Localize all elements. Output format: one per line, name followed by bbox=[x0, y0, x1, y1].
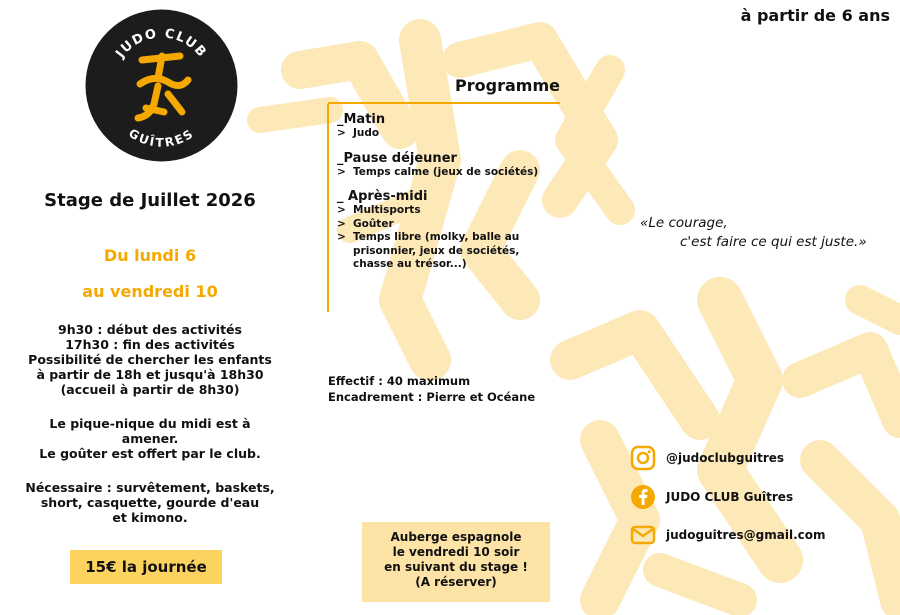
schedule-line: (accueil à partir de 8h30) bbox=[60, 382, 240, 397]
programme-item: > Temps libre (molky, balle au prisonnier, jeux de sociétés, chasse au trésor...) bbox=[337, 231, 520, 270]
auberge-callout: Auberge espagnole le vendredi 10 soir en suivant du stage ! (A réserver) bbox=[362, 522, 550, 602]
price-badge: 15€ la journée bbox=[70, 550, 222, 584]
quote-line-1: «Le courage, bbox=[640, 215, 728, 231]
lunch-line: Le pique-nique du midi est à bbox=[49, 416, 251, 431]
programme-section-title: _Pause déjeuner bbox=[337, 150, 457, 166]
programme-section-title: _ Après-midi bbox=[337, 189, 428, 204]
equipment-line: Nécessaire : survêtement, baskets, bbox=[25, 480, 275, 495]
age-requirement: à partir de 6 ans bbox=[740, 6, 890, 25]
email-address[interactable]: judoguitres@gmail.com bbox=[666, 528, 826, 542]
facebook-page[interactable]: JUDO CLUB Guîtres bbox=[666, 490, 794, 504]
schedule-line: Possibilité de chercher les enfants bbox=[28, 352, 272, 367]
programme-item: > Judo bbox=[337, 127, 380, 139]
equipment-line: short, casquette, gourde d'eau bbox=[40, 495, 260, 510]
arrow-icon: > bbox=[337, 204, 346, 216]
lunch-line: Le goûter est offert par le club. bbox=[39, 446, 261, 461]
facebook-icon bbox=[630, 484, 656, 510]
schedule-line: à partir de 18h et jusqu'à 18h30 bbox=[36, 367, 264, 382]
programme-title: Programme bbox=[455, 76, 560, 95]
schedule-line: 9h30 : début des activités bbox=[58, 322, 242, 337]
schedule-line: 17h30 : fin des activités bbox=[65, 337, 235, 352]
schedule-block bbox=[8, 322, 292, 397]
date-to: au vendredi 10 bbox=[82, 282, 218, 301]
lunch-line: amener. bbox=[121, 431, 179, 446]
logo-bottom-text: GUÎTRES bbox=[126, 125, 197, 150]
stage-title: Stage de Juillet 2026 bbox=[44, 190, 256, 211]
arrow-icon: > bbox=[337, 127, 346, 139]
arrow-icon: > bbox=[337, 165, 346, 178]
contact-instagram[interactable] bbox=[630, 445, 784, 471]
mail-icon bbox=[630, 522, 656, 548]
staff-info bbox=[328, 373, 535, 405]
programme-header bbox=[328, 76, 560, 104]
stage-dates bbox=[10, 238, 290, 310]
quote-line-2: c'est faire ce qui est juste.» bbox=[680, 234, 867, 250]
lunch-block bbox=[8, 416, 292, 461]
date-from: Du lundi 6 bbox=[103, 246, 197, 265]
programme-item: > Temps calme (jeux de sociétés) bbox=[337, 165, 539, 178]
quote bbox=[640, 214, 867, 252]
contact-facebook[interactable] bbox=[630, 484, 793, 510]
capacity-text: Effectif : 40 maximum bbox=[328, 374, 471, 388]
equipment-block bbox=[8, 480, 292, 525]
programme-item: > Goûter bbox=[337, 217, 394, 230]
logo-top-text: JUDO CLUB bbox=[113, 26, 210, 62]
arrow-icon: > bbox=[337, 217, 346, 230]
instagram-icon bbox=[630, 445, 656, 471]
contact-email[interactable] bbox=[630, 522, 826, 548]
equipment-line: et kimono. bbox=[112, 510, 188, 525]
supervisors-text: Encadrement : Pierre et Océane bbox=[328, 390, 536, 404]
programme-item: > Multisports bbox=[337, 204, 421, 216]
instagram-handle[interactable]: @judoclubguitres bbox=[666, 451, 785, 465]
club-logo bbox=[84, 8, 239, 163]
arrow-icon: > bbox=[337, 231, 346, 243]
programme-section-title: _Matin bbox=[337, 112, 386, 127]
programme-list bbox=[327, 104, 562, 312]
